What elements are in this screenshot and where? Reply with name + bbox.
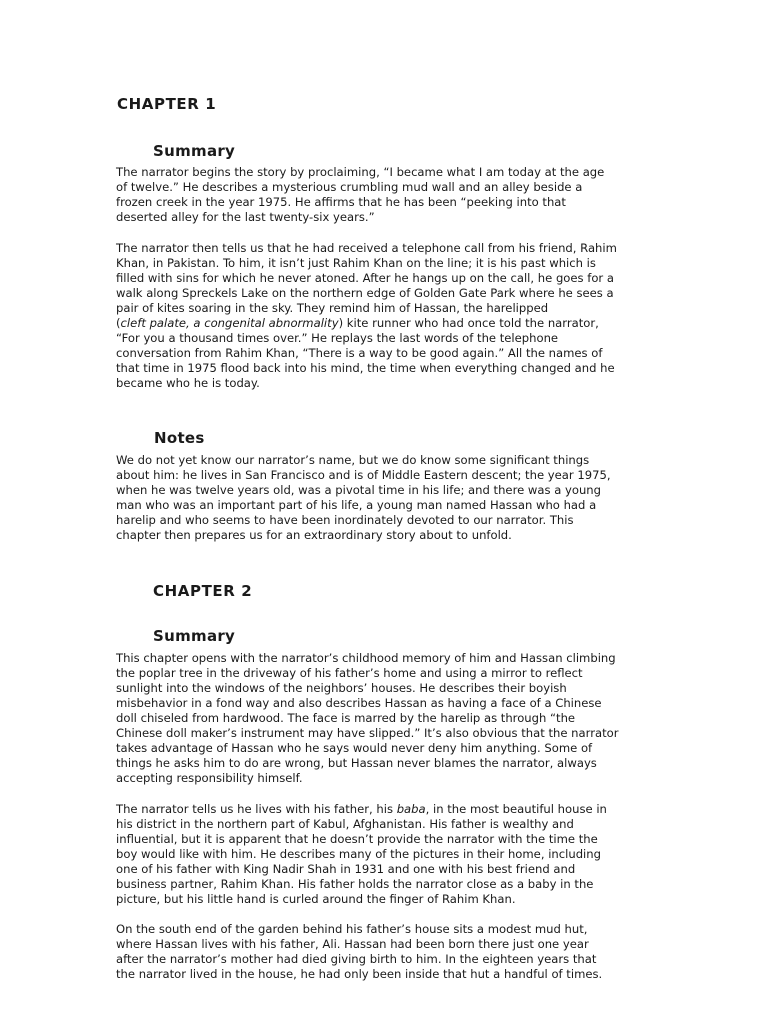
text-line: We do not yet know our narrator’s name, but we do know some significant things — [116, 453, 590, 467]
text-line: deserted alley for the last twenty-six years.” — [116, 210, 375, 224]
text-line: frozen creek in the year 1975. He affirms that he has been “peeking into that — [116, 195, 566, 209]
text-line: The narrator begins the story by proclaiming, “I became what I am today at the age — [116, 165, 605, 179]
chapter-2-summary-paragraph-3 — [116, 922, 656, 982]
text-line: influential, but it is apparent that he doesn’t provide the narrator with the time the — [116, 832, 598, 846]
chapter-1-summary-heading: Summary — [153, 142, 236, 160]
text-line: walk along Spreckels Lake on the northern edge of Golden Gate Park where he sees a — [116, 286, 614, 300]
text-line: misbehavior in a fond way and also describes Hassan as having a face of a Chinese — [116, 696, 602, 710]
text-line: when he was twelve years old, was a pivotal time in his life; and there was a young — [116, 483, 602, 497]
text-line: his district in the northern part of Kabul, Afghanistan. His father is wealthy and — [116, 817, 574, 831]
text-line: doll chiseled from hardwood. The face is marred by the harelip as through “the — [116, 711, 576, 725]
text-line: after the narrator’s mother had died giving birth to him. In the eighteen years that — [116, 952, 597, 966]
text-line: harelip and who seems to have been inordinately devoted to our narrator. This — [116, 513, 574, 527]
text-line: the poplar tree in the driveway of his father’s home and using a mirror to reflect — [116, 666, 583, 680]
chapter-1-notes-heading: Notes — [154, 429, 205, 447]
text-line: picture, but his little hand is curled around the finger of Rahim Khan. — [116, 892, 516, 906]
chapter-1-summary-paragraph-1 — [116, 165, 656, 225]
chapter-1-title: CHAPTER 1 — [117, 95, 217, 113]
text-fragment: The narrator tells us he lives with his father, his — [116, 802, 397, 816]
text-line — [116, 802, 656, 817]
chapter-2-summary-paragraph-1 — [116, 651, 656, 786]
text-line: On the south end of the garden behind his father’s house sits a modest mud hut, — [116, 922, 588, 936]
text-line: about him: he lives in San Francisco and is of Middle Eastern descent; the year 1975, — [116, 468, 611, 482]
text-line: chapter then prepares us for an extraordinary story about to unfold. — [116, 528, 512, 542]
text-fragment: ) kite runner who had once told the narrator, — [338, 316, 599, 330]
chapter-2-title: CHAPTER 2 — [153, 582, 253, 600]
italic-term: baba — [396, 802, 426, 816]
text-line: things he asks him to do are wrong, but Hassan never blames the narrator, always — [116, 756, 597, 770]
chapter-2-summary-paragraph-2 — [116, 802, 656, 907]
text-line: This chapter opens with the narrator’s childhood memory of him and Hassan climbing — [116, 651, 616, 665]
text-line: Khan, in Pakistan. To him, it isn’t just Rahim Khan on the line; it is his past which is — [116, 256, 596, 270]
text-line: of twelve.” He describes a mysterious crumbling mud wall and an alley beside a — [116, 180, 583, 194]
chapter-2-summary-heading: Summary — [153, 627, 236, 645]
text-line: sunlight into the windows of the neighbors’ houses. He describes their boyish — [116, 681, 567, 695]
paren-open: ( — [116, 316, 121, 330]
chapter-1-notes-paragraph — [116, 453, 656, 543]
text-line: accepting responsibility himself. — [116, 771, 303, 785]
text-line: conversation from Rahim Khan, “There is a way to be good again.” All the names of — [116, 346, 603, 360]
text-line: where Hassan lives with his father, Ali. Hassan had been born there just one year — [116, 937, 589, 951]
text-line: that time in 1975 flood back into his mind, the time when everything changed and he — [116, 361, 615, 375]
text-line: takes advantage of Hassan who he says would never deny him anything. Some of — [116, 741, 593, 755]
text-line: “For you a thousand times over.” He replays the last words of the telephone — [116, 331, 559, 345]
text-line: became who he is today. — [116, 376, 260, 390]
text-line: The narrator then tells us that he had received a telephone call from his friend, Rahim — [116, 241, 617, 255]
text-line — [116, 316, 656, 331]
italic-term: cleft palate, a congenital abnormality — [120, 316, 339, 330]
text-line: business partner, Rahim Khan. His father holds the narrator close as a baby in the — [116, 877, 594, 891]
text-line: boy would like with him. He describes many of the pictures in their home, including — [116, 847, 601, 861]
text-line: pair of kites soaring in the sky. They remind him of Hassan, the harelipped — [116, 301, 549, 315]
text-line: one of his father with King Nadir Shah in 1931 and one with his best friend and — [116, 862, 576, 876]
text-line: filled with sins for which he never atoned. After he hangs up on the call, he goes for a — [116, 271, 614, 285]
text-line: Chinese doll maker’s instrument may have slipped.” It’s also obvious that the narrator — [116, 726, 619, 740]
chapter-1-summary-paragraph-2 — [116, 241, 656, 391]
text-fragment: , in the most beautiful house in — [425, 802, 607, 816]
text-line: the narrator lived in the house, he had only been inside that hut a handful of times. — [116, 967, 603, 981]
text-line: man who was an important part of his life, a young man named Hassan who had a — [116, 498, 597, 512]
